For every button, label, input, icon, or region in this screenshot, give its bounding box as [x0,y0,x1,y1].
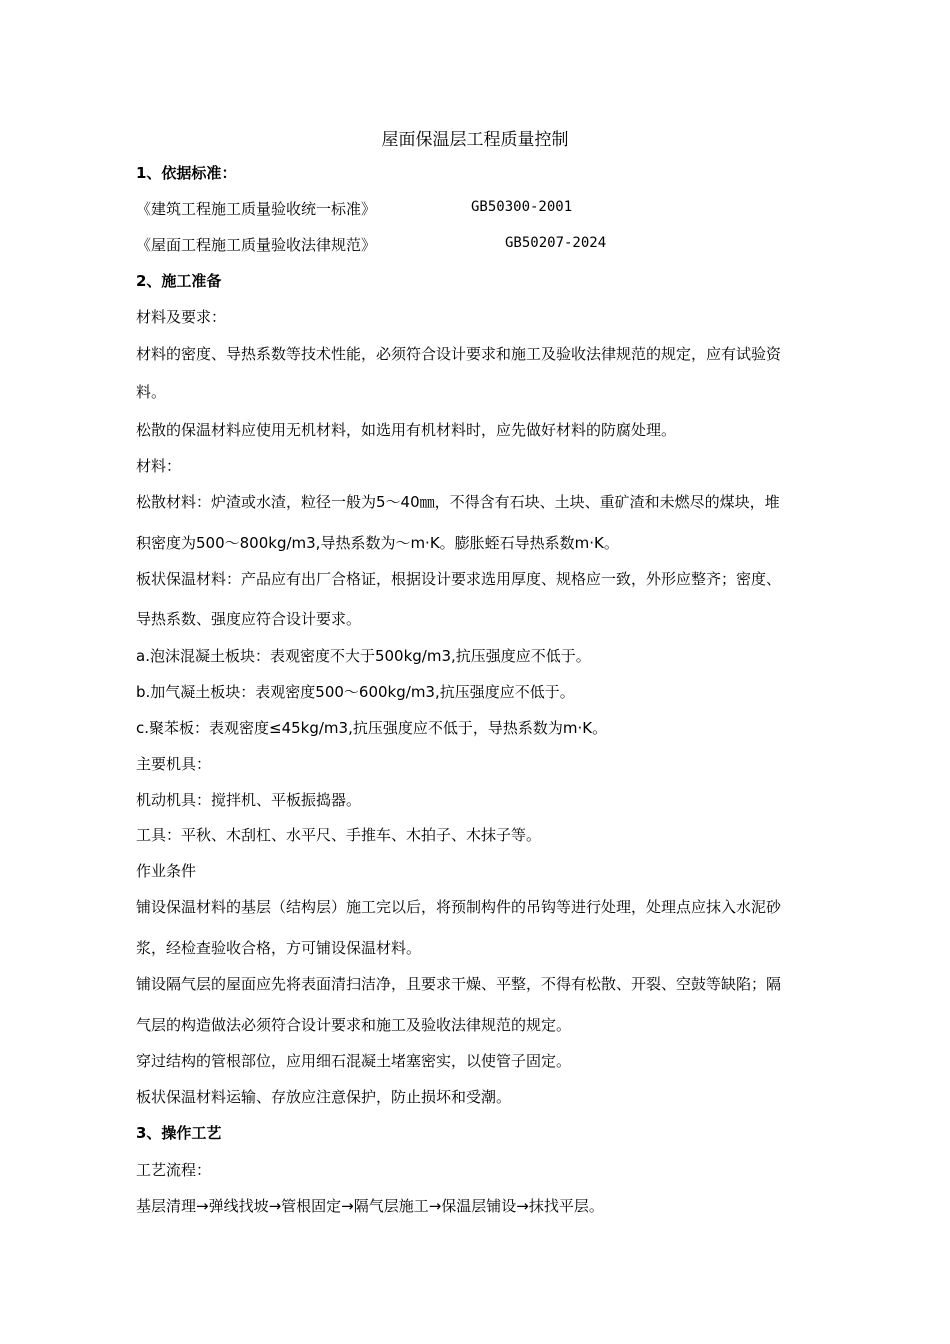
standard-2-code: GB50207-2024 [505,235,607,251]
paragraph: 工艺流程： [136,1161,212,1179]
paragraph: 穿过结构的管根部位，应用细石混凝土堵塞密实，以使管子固定。 [136,1052,572,1070]
paragraph: 松散材料：炉渣或水渣，粒径一般为5～40㎜，不得含有石块、土块、重矿渣和未燃尽的煤块，堆 [136,493,780,511]
paragraph: 主要机具： [136,755,212,773]
paragraph: 机动机具：搅拌机、平板振捣器。 [136,791,362,809]
paragraph: 材料的密度、导热系数等技术性能，必须符合设计要求和施工及验收法律规范的规定，应有试验资 [136,345,782,363]
paragraph: 板状保温材料：产品应有出厂合格证，根据设计要求选用厚度、规格应一致，外形应整齐；密度、 [136,570,782,588]
paragraph: 铺设隔气层的屋面应先将表面清扫洁净，且要求干燥、平整，不得有松散、开裂、空鼓等缺陷；隔 [136,975,782,993]
paragraph: 工具：平秋、木刮杠、水平尺、手推车、木拍子、木抹子等。 [136,826,542,844]
paragraph: c.聚苯板：表观密度≤45kg/m3,抗压强度应不低于，导热系数为m·K。 [136,719,608,737]
paragraph: b.加气凝土板块：表观密度500～600kg/m3,抗压强度应不低于。 [136,683,575,701]
paragraph: 作业条件 [136,862,197,880]
document-title: 屋面保温层工程质量控制 [381,130,569,150]
paragraph: 气层的构造做法必须符合设计要求和施工及验收法律规范的规定。 [136,1016,572,1034]
paragraph: 基层清理→弹线找坡→管根固定→隔气层施工→保温层铺设→抹找平层。 [136,1197,604,1215]
paragraph: 材料及要求： [136,308,227,326]
paragraph: a.泡沫混凝土板块：表观密度不大于500kg/m3,抗压强度应不低于。 [136,647,591,665]
paragraph: 浆，经检查验收合格，方可铺设保温材料。 [136,939,422,957]
section-2-heading: 2、施工准备 [136,272,222,290]
standard-1-name: 《建筑工程施工质量验收统一标准》 [136,200,377,218]
paragraph: 积密度为500～800kg/m3,导热系数为～m·K。膨胀蛭石导热系数m·K。 [136,534,619,552]
section-1-heading: 1、依据标准： [136,164,237,182]
standard-2-name: 《屋面工程施工质量验收法律规范》 [136,236,377,254]
paragraph: 板状保温材料运输、存放应注意保护，防止损坏和受潮。 [136,1088,512,1106]
paragraph: 材料： [136,457,182,475]
standard-1-code: GB50300-2001 [471,199,573,215]
paragraph: 料。 [136,383,167,401]
paragraph: 导热系数、强度应符合设计要求。 [136,610,362,628]
section-3-heading: 3、操作工艺 [136,1124,222,1142]
paragraph: 铺设保温材料的基层（结构层）施工完以后，将预制构件的吊钩等进行处理，处理点应抹入水泥砂 [136,898,782,916]
paragraph: 松散的保温材料应使用无机材料，如选用有机材料时，应先做好材料的防腐处理。 [136,421,677,439]
